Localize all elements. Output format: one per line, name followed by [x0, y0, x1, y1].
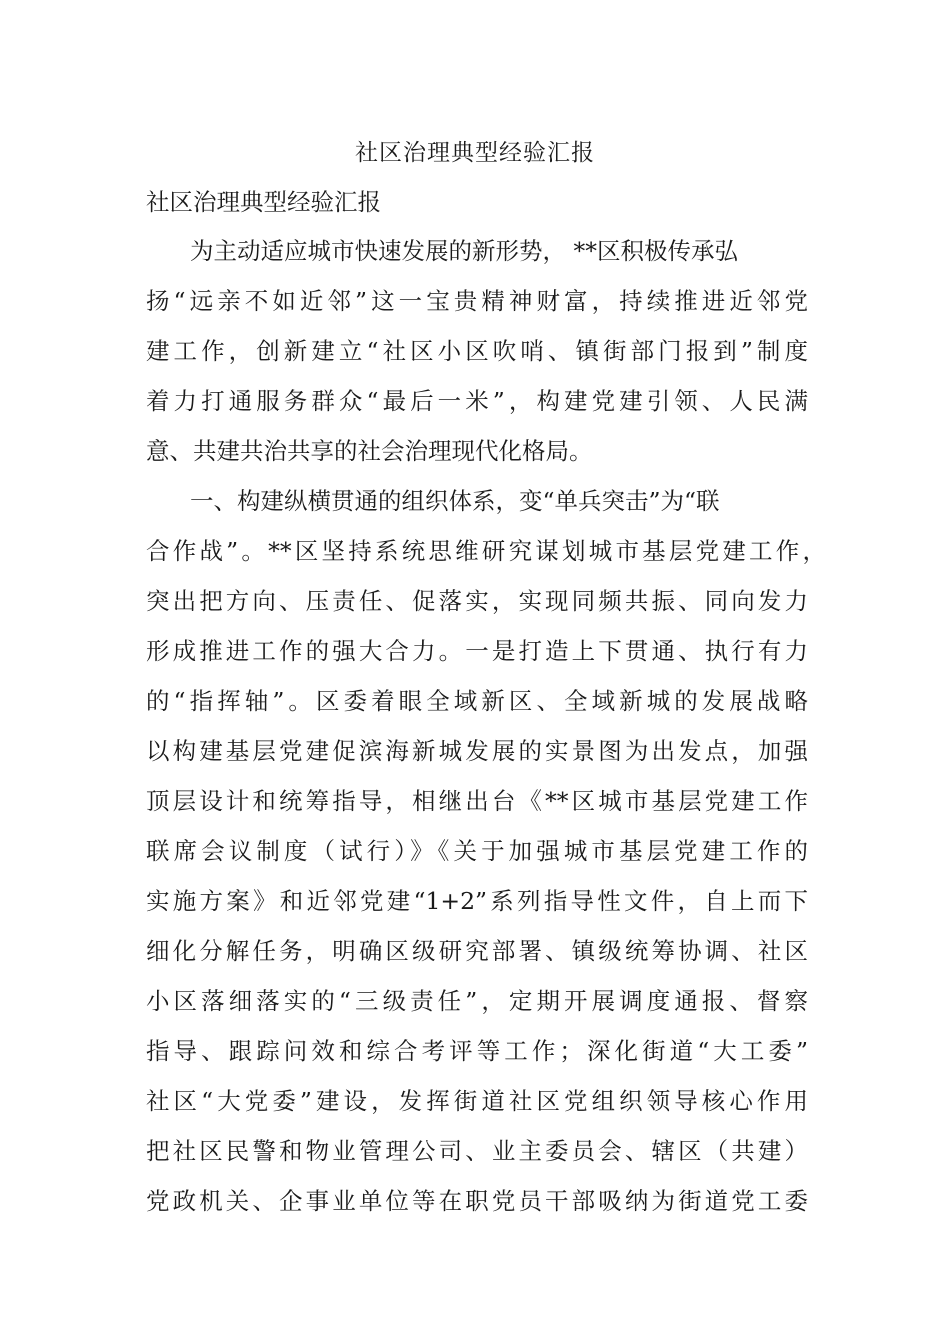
- paragraph-2-line: 合作战”。**区坚持系统思维研究谋划城市基层党建工作，: [146, 537, 826, 565]
- document-subtitle: 社区治理典型经验汇报: [146, 188, 381, 216]
- paragraph-2-line: 形成推进工作的强大合力。一是打造上下贯通、执行有力: [146, 637, 808, 665]
- paragraph-2-line: 顶层设计和统筹指导，相继出台《**区城市基层党建工作: [146, 787, 808, 815]
- paragraph-1-line: 为主动适应城市快速发展的新形势， **区积极传承弘: [190, 237, 738, 265]
- paragraph-2-line: 指导、跟踪问效和综合考评等工作；深化街道“大工委”: [146, 1037, 808, 1065]
- paragraph-2-line: 党政机关、企事业单位等在职党员干部吸纳为街道党工委: [146, 1187, 808, 1215]
- paragraph-2-line: 联席会议制度（试行）》《关于加强城市基层党建工作的: [146, 837, 808, 865]
- paragraph-1-line: 扬“远亲不如近邻”这一宝贵精神财富，持续推进近邻党: [146, 287, 808, 315]
- paragraph-1-line: 意、共建共治共享的社会治理现代化格局。: [146, 437, 593, 465]
- paragraph-2-line: 小区落细落实的“三级责任”，定期开展调度通报、督察: [146, 987, 808, 1015]
- paragraph-1-line: 建工作，创新建立“社区小区吹哨、镇街部门报到”制度: [146, 337, 808, 365]
- document-title: 社区治理典型经验汇报: [355, 140, 595, 166]
- paragraph-2-line: 以构建基层党建促滨海新城发展的实景图为出发点，加强: [146, 737, 808, 765]
- paragraph-2-line: 实施方案》和近邻党建“1+2”系列指导性文件，自上而下: [146, 887, 808, 915]
- paragraph-2-line: 把社区民警和物业管理公司、业主委员会、辖区（共建）: [146, 1137, 808, 1165]
- paragraph-2-line: 突出把方向、压责任、促落实，实现同频共振、同向发力: [146, 587, 808, 615]
- paragraph-1-line: 着力打通服务群众“最后一米”，构建党建引领、人民满: [146, 387, 808, 415]
- paragraph-2-line: 的“指挥轴”。区委着眼全域新区、全域新城的发展战略: [146, 687, 808, 715]
- paragraph-2-line: 一、构建纵横贯通的组织体系，变“单兵突击”为“联: [190, 487, 720, 515]
- paragraph-2-line: 社区“大党委”建设，发挥街道社区党组织领导核心作用: [146, 1087, 808, 1115]
- paragraph-2-line: 细化分解任务，明确区级研究部署、镇级统筹协调、社区: [146, 937, 808, 965]
